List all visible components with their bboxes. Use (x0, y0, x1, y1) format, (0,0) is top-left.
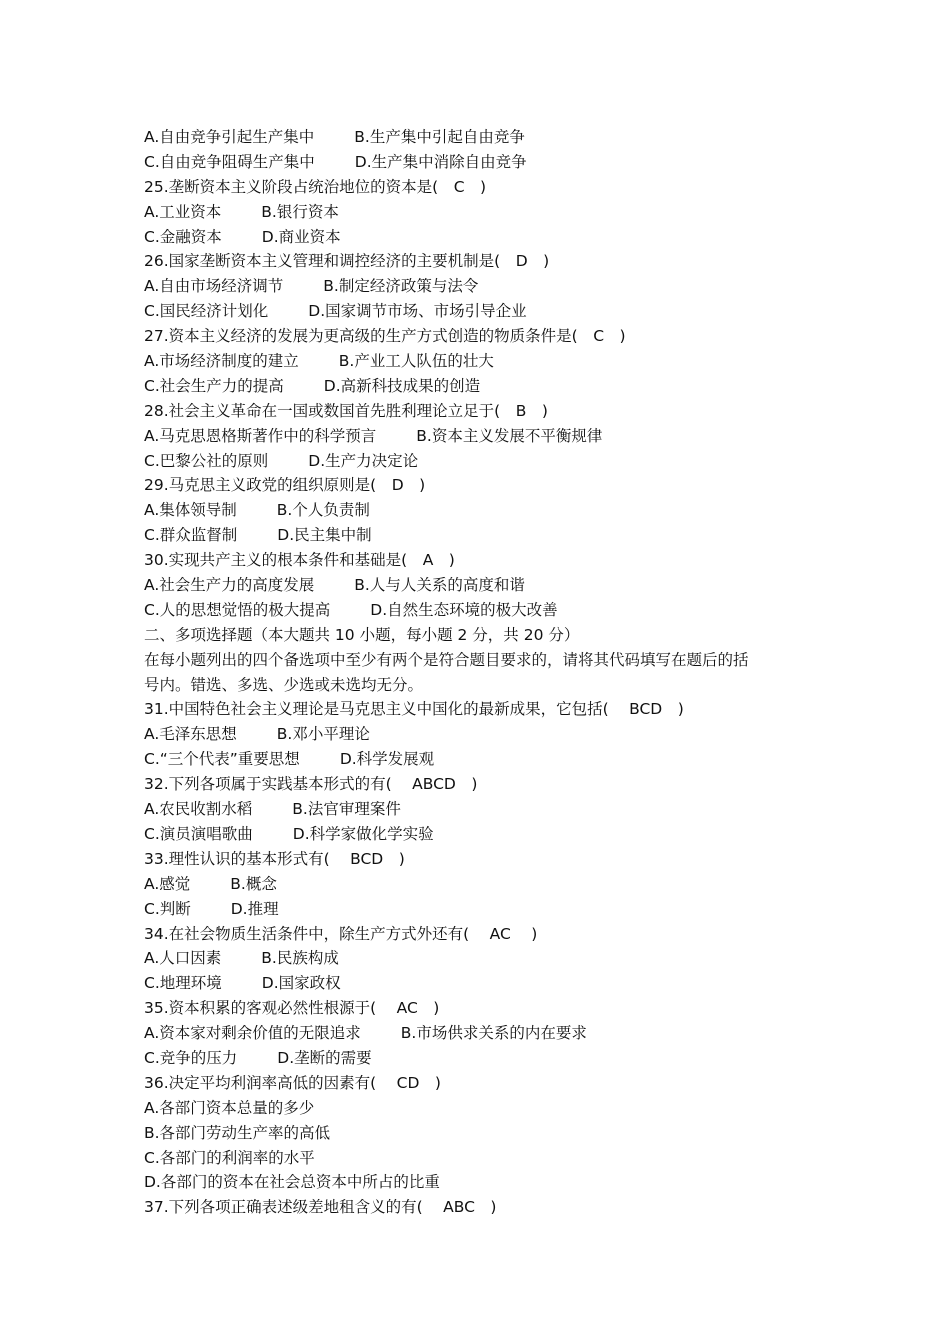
option-line (144, 822, 824, 847)
option-line (144, 225, 824, 250)
option-a: C.地理环境 (144, 974, 222, 993)
option-line (144, 872, 824, 897)
question-line: 二、多项选择题（本大题共 10 小题，每小题 2 分，共 20 分） (144, 625, 580, 644)
option-line (144, 797, 824, 822)
option-a: A.社会生产力的高度发展 (144, 576, 315, 595)
option-a: A.感觉 (144, 874, 191, 893)
question-line: B.各部门劳动生产率的高低 (144, 1123, 331, 1142)
option-a: A.毛泽东思想 (144, 725, 237, 744)
question-line: D.各部门的资本在社会总资本中所占的比重 (144, 1173, 440, 1192)
exam-text-body (144, 125, 824, 1220)
option-line (144, 424, 824, 449)
option-b: D.科学发展观 (339, 750, 435, 769)
option-b: D.科学家做化学实验 (292, 824, 434, 843)
option-line (144, 897, 824, 922)
option-b: D.生产力决定论 (308, 451, 419, 470)
question-line: C.各部门的利润率的水平 (144, 1148, 315, 1167)
option-line (144, 523, 824, 548)
question-line: 32.下列各项属于实践基本形式的有( ABCD ) (144, 775, 478, 794)
option-b: B.概念 (230, 874, 277, 893)
option-b: B.邓小平理论 (276, 725, 370, 744)
option-b: B.生产集中引起自由竞争 (354, 128, 525, 146)
option-a: C.社会生产力的提高 (144, 376, 284, 395)
option-a: A.自由竞争引起生产集中 (144, 128, 315, 146)
option-a: C.金融资本 (144, 227, 222, 246)
option-b: D.民主集中制 (277, 526, 372, 545)
option-line (144, 200, 824, 225)
question-line: 31.中国特色社会主义理论是马克思主义中国化的最新成果，它包括( BCD ) (144, 700, 684, 719)
option-a: A.资本家对剩余价值的无限追求 (144, 1024, 361, 1043)
question-line: 27.资本主义经济的发展为更高级的生产方式创造的物质条件是( C ) (144, 327, 626, 346)
option-a: C.演员演唱歌曲 (144, 824, 253, 843)
option-b: D.推理 (230, 899, 279, 918)
option-a: A.集体领导制 (144, 501, 237, 520)
question-line: A.各部门资本总量的多少 (144, 1098, 315, 1117)
option-a: C.“三个代表”重要思想 (144, 750, 300, 769)
question-line: 35.资本积累的客观必然性根源于( AC ) (144, 999, 440, 1018)
option-b: D.商业资本 (261, 227, 341, 246)
option-b: B.产业工人队伍的壮大 (338, 352, 494, 371)
option-a: A.工业资本 (144, 202, 222, 221)
option-line (144, 722, 824, 747)
option-b: B.法官审理案件 (292, 800, 401, 819)
question-line: 28.社会主义革命在一国或数国首先胜利理论立足于( B ) (144, 401, 548, 420)
option-b: B.民族构成 (261, 949, 339, 968)
option-a: C.判断 (144, 899, 191, 918)
option-b: B.资本主义发展不平衡规律 (416, 426, 603, 445)
option-line (144, 449, 824, 474)
option-b: B.市场供求关系的内在要求 (400, 1024, 587, 1043)
question-line: 34.在社会物质生活条件中，除生产方式外还有( AC ) (144, 924, 538, 943)
question-line: 26.国家垄断资本主义管理和调控经济的主要机制是( D ) (144, 252, 550, 271)
option-b: D.高新科技成果的创造 (323, 376, 481, 395)
question-line: 25.垄断资本主义阶段占统治地位的资本是( C ) (144, 177, 487, 196)
option-line (144, 150, 824, 175)
question-line: 29.马克思主义政党的组织原则是( D ) (144, 476, 426, 495)
option-line (144, 374, 824, 399)
option-line (144, 125, 824, 150)
option-b: D.国家政权 (261, 974, 341, 993)
question-line: 号内。错选、多选、少选或未选均无分。 (144, 675, 424, 694)
option-line (144, 349, 824, 374)
option-line (144, 1021, 824, 1046)
option-line (144, 1046, 824, 1071)
option-b: D.生产集中消除自由竞争 (354, 152, 527, 171)
option-b: B.人与人关系的高度和谐 (354, 576, 525, 595)
question-line: 37.下列各项正确表述级差地租含义的有( ABC ) (144, 1198, 497, 1217)
option-a: C.群众监督制 (144, 526, 238, 545)
option-a: A.人口因素 (144, 949, 222, 968)
option-a: C.巴黎公社的原则 (144, 451, 269, 470)
option-a: A.自由市场经济调节 (144, 277, 284, 296)
option-b: B.个人负责制 (276, 501, 370, 520)
option-a: C.国民经济计划化 (144, 302, 269, 321)
option-line (144, 946, 824, 971)
option-line (144, 498, 824, 523)
question-line: 33.理性认识的基本形式有( BCD ) (144, 849, 405, 868)
option-line (144, 747, 824, 772)
option-b: B.银行资本 (261, 202, 339, 221)
option-a: A.马克思恩格斯著作中的科学预言 (144, 426, 377, 445)
option-b: B.制定经济政策与法令 (323, 277, 479, 296)
option-a: C.自由竞争阻碍生产集中 (144, 152, 315, 171)
option-b: D.垄断的需要 (277, 1048, 372, 1067)
option-line (144, 274, 824, 299)
option-line (144, 971, 824, 996)
question-line: 36.决定平均利润率高低的因素有( CD ) (144, 1073, 441, 1092)
question-line: 在每小题列出的四个备选项中至少有两个是符合题目要求的，请将其代码填写在题后的括 (144, 650, 749, 669)
question-line: 30.实现共产主义的根本条件和基础是( A ) (144, 551, 455, 570)
option-b: D.自然生态环境的极大改善 (370, 600, 558, 619)
option-line (144, 299, 824, 324)
option-a: C.人的思想觉悟的极大提高 (144, 600, 331, 619)
option-line (144, 573, 824, 598)
option-a: A.市场经济制度的建立 (144, 352, 299, 371)
option-b: D.国家调节市场、市场引导企业 (308, 302, 527, 321)
option-line (144, 598, 824, 623)
option-a: A.农民收割水稻 (144, 800, 253, 819)
option-a: C.竞争的压力 (144, 1048, 238, 1067)
